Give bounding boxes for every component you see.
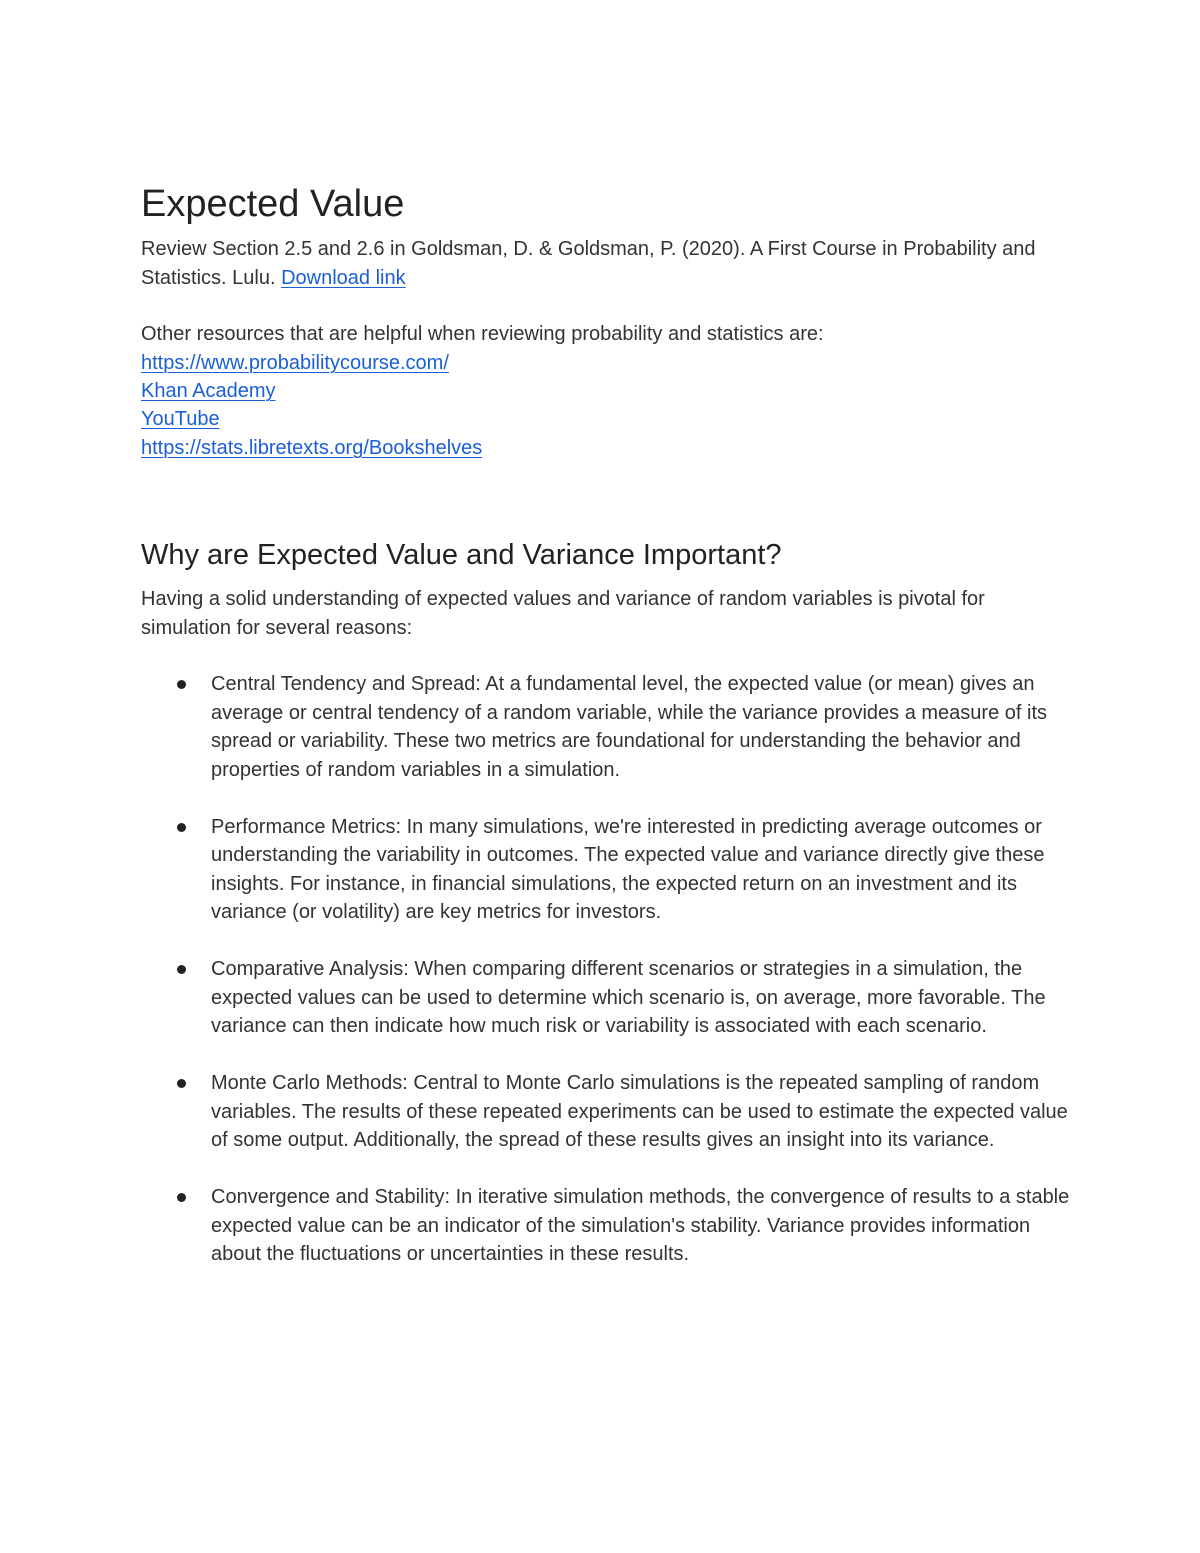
bullet-text: Comparative Analysis: When comparing different scenarios or strategies in a simulation, the expected values can be used to determine which scenario is, on average, more favorable. The variance can then indicate how much risk or variability is associated with each scenario. bbox=[211, 958, 1046, 1038]
bullet-icon bbox=[177, 680, 186, 689]
page-title: Expected Value bbox=[141, 183, 405, 225]
bullet-item bbox=[141, 1183, 1071, 1269]
resources-lead-text: Other resources that are helpful when reviewing probability and statistics are: bbox=[141, 323, 824, 346]
section-heading: Why are Expected Value and Variance Important? bbox=[141, 538, 782, 571]
libretexts-link[interactable]: https://stats.libretexts.org/Bookshelves bbox=[141, 436, 483, 459]
resource-item bbox=[141, 349, 1071, 377]
document-content bbox=[141, 180, 1071, 1297]
resource-link-list bbox=[141, 349, 1071, 462]
youtube-link[interactable]: YouTube bbox=[141, 408, 220, 431]
bullet-text: Monte Carlo Methods: Central to Monte Carlo simulations is the repeated sampling of random variables. The results of these repeated experiments can be used to estimate the expected value of some output. Additionally, the spread of these results gives an insight into its variance. bbox=[211, 1072, 1068, 1152]
bullet-item bbox=[141, 955, 1071, 1041]
probabilitycourse-link[interactable]: https://www.probabilitycourse.com/ bbox=[141, 351, 449, 374]
bullet-text: Performance Metrics: In many simulations, we're interested in predicting average outcomes or understanding the variability in outcomes. The expected value and variance directly give these insights. For instance, in financial simulations, the expected return on an investment and its variance (or volatility) are key metrics for investors. bbox=[211, 815, 1045, 924]
bullet-icon bbox=[177, 965, 186, 974]
bullet-item bbox=[141, 813, 1071, 927]
download-link[interactable]: Download link bbox=[281, 266, 406, 289]
khan-academy-link[interactable]: Khan Academy bbox=[141, 380, 276, 403]
bullet-item bbox=[141, 670, 1071, 784]
bullet-icon bbox=[177, 1079, 186, 1088]
bullet-text: Convergence and Stability: In iterative simulation methods, the convergence of results to a stable expected value can be an indicator of the simulation's stability. Variance provides information about the fluctuations or uncertainties in these results. bbox=[211, 1186, 1070, 1266]
bullet-item bbox=[141, 1069, 1071, 1155]
intro-text: Review Section 2.5 and 2.6 in Goldsman, D. & Goldsman, P. (2020). A First Course in Probability and Statistics. Lulu. bbox=[141, 238, 1036, 289]
section-intro-paragraph: Having a solid understanding of expected values and variance of random variables is pivotal for simulation for several reasons: bbox=[141, 587, 985, 639]
bullet-icon bbox=[177, 823, 186, 832]
bullet-text: Central Tendency and Spread: At a fundamental level, the expected value (or mean) gives an average or central tendency of a random variable, while the variance provides a measure of its spread or variability. These two metrics are foundational for understanding the behavior and properties of random variables in a simulation. bbox=[211, 673, 1048, 781]
reasons-bullet-list bbox=[141, 670, 1071, 1269]
intro-paragraph bbox=[141, 235, 1071, 292]
bullet-icon bbox=[177, 1193, 186, 1202]
resource-item bbox=[141, 377, 1071, 405]
resource-item bbox=[141, 434, 1071, 462]
resource-item bbox=[141, 405, 1071, 433]
